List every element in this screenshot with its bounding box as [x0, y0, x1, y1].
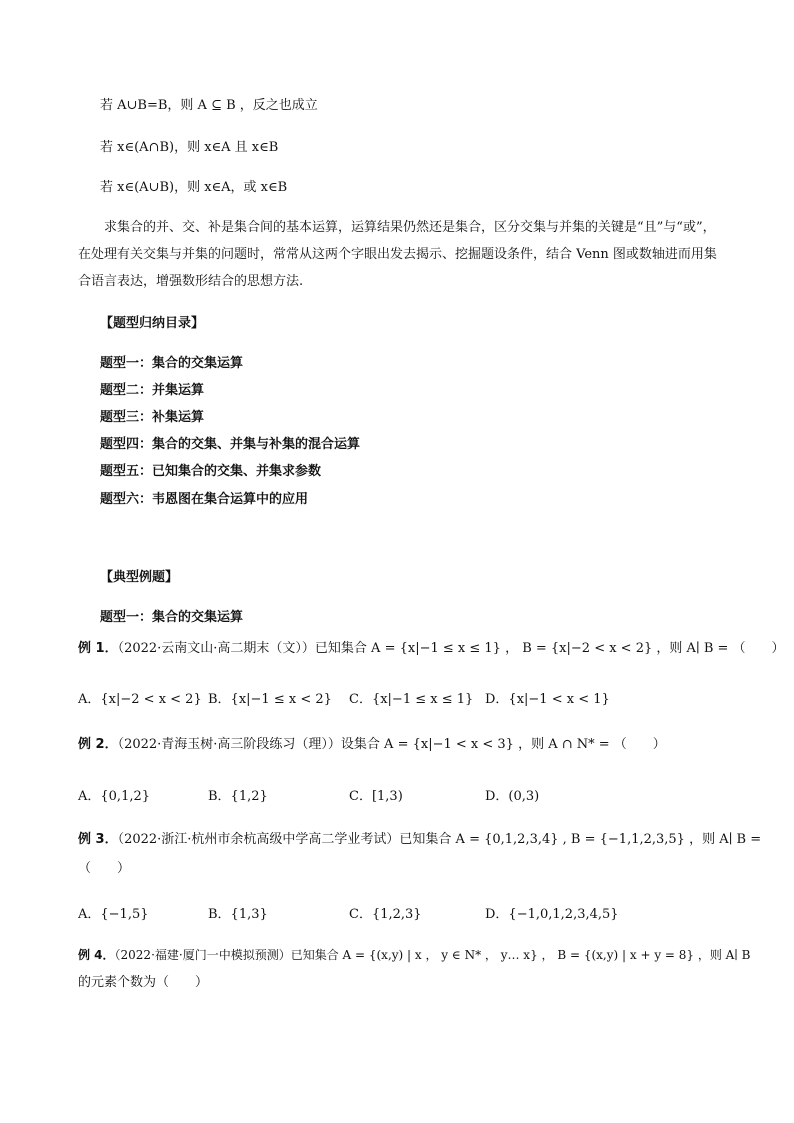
intro-line-1: 若 A∪B=B，则 A ⊆ B ，反之也成立: [100, 98, 318, 113]
example-3-option-b: B．{1,3}: [208, 907, 268, 922]
example-3-option-a: A．{−1,5}: [78, 907, 149, 922]
example-1-option-b: B．{x|−1 ≤ x < 2}: [208, 692, 332, 707]
example-4-text: （2022·福建·厦门一中模拟预测）已知集合 A = {(x,y) | x ， y ∈ N* ， y… x} ， B = {(x,y) | x + y = 8} ，则 A∣ B: [114, 948, 751, 962]
example-1-option-a: A．{x|−2 < x < 2}: [78, 692, 202, 707]
toc-heading: 【题型归纳目录】: [100, 316, 205, 331]
example-3: [78, 831, 761, 849]
toc-item-5: 题型五：已知集合的交集、并集求参数: [100, 464, 322, 479]
toc-item-1: 题型一：集合的交集运算: [100, 356, 244, 371]
intro-line-3: 若 x∈(A∪B)，则 x∈A，或 x∈B: [100, 180, 288, 195]
example-2: [78, 736, 666, 754]
example-2-option-a: A．{0,1,2}: [78, 789, 151, 804]
example-2-option-c: C．[1,3): [349, 789, 403, 804]
example-3-option-d: D．{−1,0,1,2,3,4,5}: [485, 907, 619, 922]
example-1-option-c: C．{x|−1 ≤ x ≤ 1}: [349, 692, 474, 707]
example-2-text: （2022·青海玉树·高三阶段练习（理））设集合 A = {x|−1 < x < 3} ，则 A ∩ N* = （ ）: [117, 737, 666, 752]
toc-item-6: 题型六：韦恩图在集合运算中的应用: [100, 492, 309, 507]
toc-item-3: 题型三：补集运算: [100, 410, 205, 425]
summary-paragraph: 求集合的并、交、补是集合间的基本运算，运算结果仍然还是集合，区分交集与并集的关键是“且”与“或”，在处理有关交集与并集的问题时，常常从这两个字眼出发去揭示、挖掘题设条件，结合 Venn 图或数轴进而用集合语言表达，增强数形结合的思想方法.: [78, 220, 717, 289]
example-2-option-b: B．{1,2}: [208, 789, 268, 804]
example-1-option-d: D．{x|−1 < x < 1}: [485, 692, 610, 707]
example-2-option-d: D．(0,3): [485, 789, 540, 804]
intro-line-2: 若 x∈(A∩B)，则 x∈A 且 x∈B: [100, 140, 279, 155]
example-4-continuation: 的元素个数为（ ）: [78, 975, 209, 990]
example-3-label: 例 3．: [78, 832, 118, 847]
example-4: [78, 946, 750, 964]
toc-item-2: 题型二：并集运算: [100, 383, 205, 398]
toc-item-4: 题型四：集合的交集、并集与补集的混合运算: [100, 437, 361, 452]
examples-heading: 【典型例题】: [100, 570, 179, 585]
example-3-continuation: （ ）: [78, 861, 131, 876]
example-3-text: （2022·浙江·杭州市余杭高级中学高二学业考试）已知集合 A = {0,1,2,3,4} , B = {−1,1,2,3,5} ，则 A∣ B =: [117, 832, 762, 847]
example-1: [78, 640, 785, 658]
section-title: 题型一：集合的交集运算: [100, 610, 244, 625]
example-2-label: 例 2．: [78, 737, 118, 752]
example-4-label: 例 4．: [78, 948, 115, 962]
example-1-text: （2022·云南文山·高二期末（文））已知集合 A = {x|−1 ≤ x ≤ 1} ， B = {x|−2 < x < 2} ，则 A∣ B = （ ）: [117, 641, 785, 656]
example-1-label: 例 1．: [78, 641, 118, 656]
example-3-option-c: C．{1,2,3}: [349, 907, 422, 922]
